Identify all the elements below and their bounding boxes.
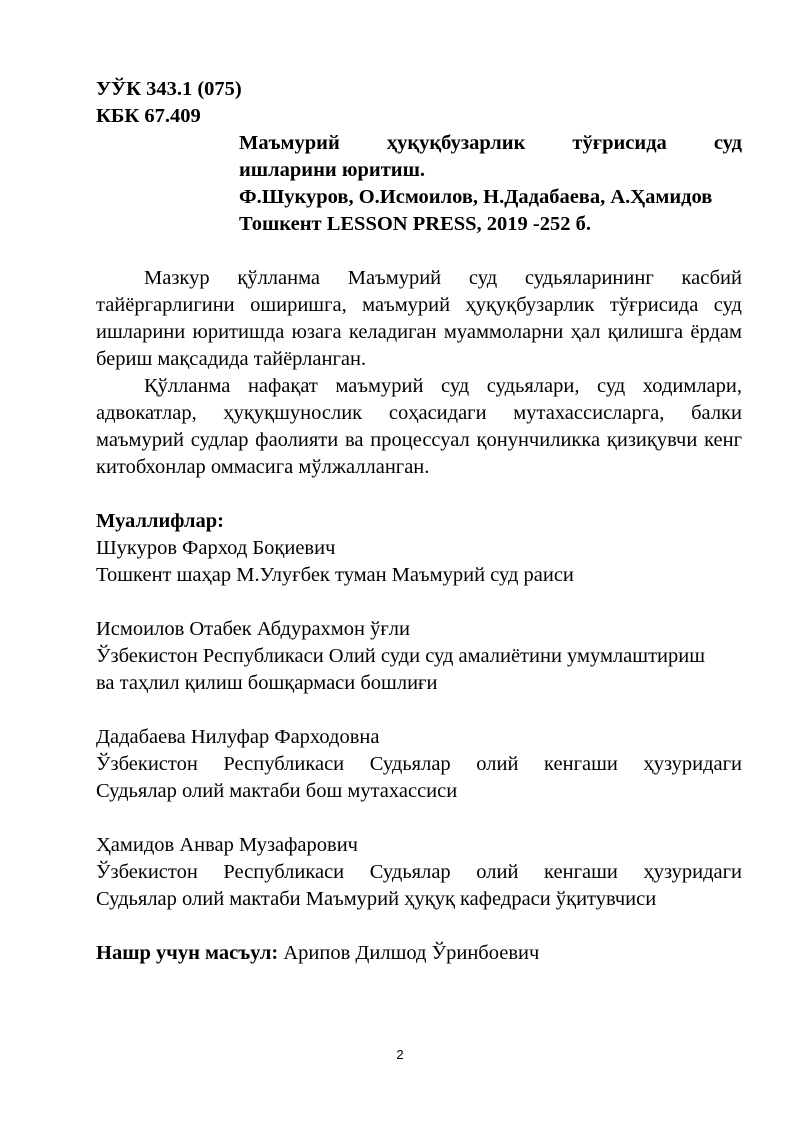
annotation-paragraph-2: Қўлланма нафақат маъмурий суд судьялари, суд ходимлари, адвокатлар, ҳуқуқшунослик соҳасидаги мутахассисларга, балки маъмурий судлар фаолияти ва процессуал қонунчиликка қизиқувчи кенг китобхонлар оммасига мўлжалланган. [96, 375, 742, 478]
responsible-name: Арипов Дилшод Ўринбоевич [283, 942, 540, 964]
page-number: 2 [396, 1047, 404, 1062]
author-position: Судьялар олий мактаби Маъмурий ҳуқуқ кафедраси ўқитувчиси [96, 888, 657, 910]
author-name: Исмоилов Отабек Абдурахмон ўғли [96, 618, 410, 640]
author-entry [96, 535, 742, 589]
author-name: Ҳамидов Анвар Музафарович [96, 834, 358, 856]
document-page [96, 76, 742, 967]
responsible-label: Нашр учун масъул: [96, 942, 279, 964]
udk-code: УЎК 343.1 (075) [96, 78, 242, 100]
author-entry [96, 724, 742, 805]
annotation-paragraph-1: Мазкур қўлланма Маъмурий суд судьяларининг касбий тайёргарлигини оширишга, маъмурий ҳуқуқбузарлик тўғрисида суд ишларини юритишда юзага келадиган муаммоларни ҳал қилишга ёрдам бериш мақсадида тайёрланган. [96, 267, 742, 370]
author-entry [96, 616, 742, 697]
author-entry [96, 832, 742, 913]
author-position: Ўзбекистон Республикаси Судьялар олий кенгаши ҳузуридаги [96, 861, 742, 883]
publisher-line: Тошкент LESSON PRESS, 2019 -252 б. [239, 213, 591, 235]
author-position: Ўзбекистон Республикаси Олий суди суд амалиётини умумлаштириш [96, 645, 706, 667]
author-position: Тошкент шаҳар М.Улуғбек туман Маъмурий суд раиси [96, 564, 574, 586]
annotation [96, 265, 742, 481]
kbk-code: КБК 67.409 [96, 105, 201, 127]
author-position: Судьялар олий мактаби бош мутахассиси [96, 780, 458, 802]
author-name: Шукуров Фарход Боқиевич [96, 537, 336, 559]
author-name: Дадабаева Нилуфар Фарходовна [96, 726, 380, 748]
book-authors-line: Ф.Шукуров, О.Исмоилов, Н.Дадабаева, А.Ҳамидов [239, 186, 713, 208]
responsible-for-publication [96, 940, 742, 967]
author-position: ва таҳлил қилиш бошқармаси бошлиғи [96, 672, 438, 694]
book-title-line1: Маъмурий ҳуқуқбузарлик тўғрисида суд [239, 132, 742, 154]
authors-heading: Муаллифлар: [96, 510, 224, 532]
author-position: Ўзбекистон Республикаси Судьялар олий кенгаши ҳузуридаги [96, 753, 742, 775]
book-title-line2: ишларини юритиш. [239, 159, 426, 181]
bibliographic-entry [239, 130, 742, 238]
